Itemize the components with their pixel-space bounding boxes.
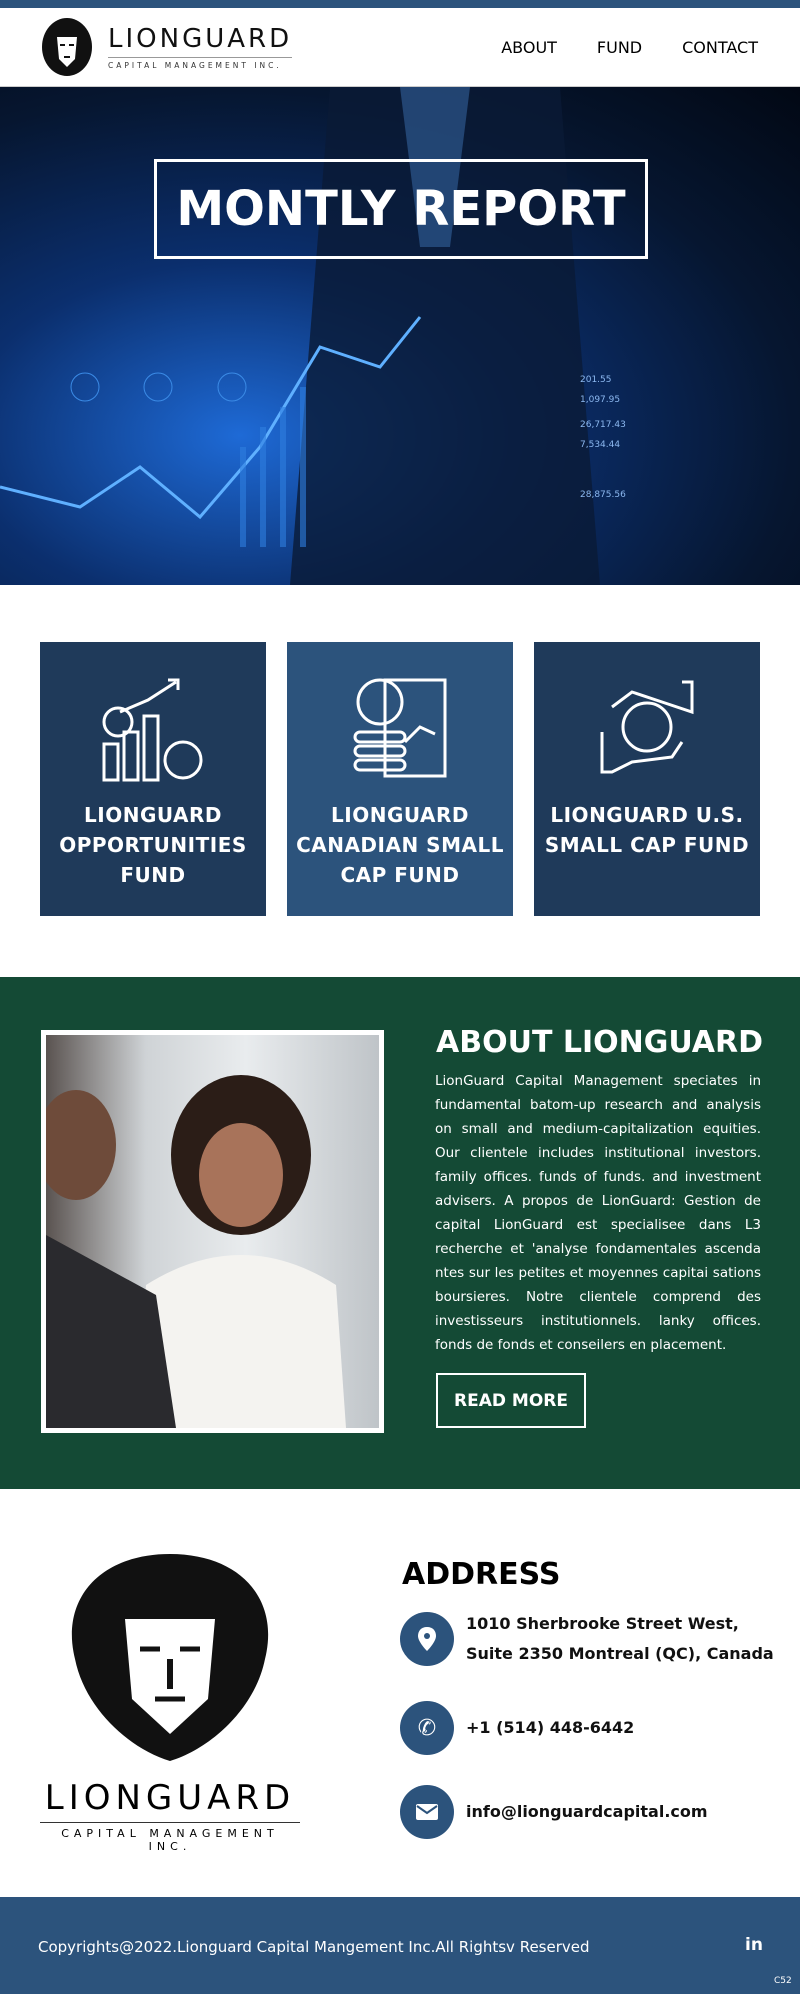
read-more-button[interactable]: READ MORE — [436, 1373, 586, 1428]
fund-card-opportunities[interactable] — [40, 642, 266, 916]
about-section — [0, 977, 800, 1489]
fund-label: LIONGUARD U.S. SMALL CAP FUND — [544, 803, 750, 857]
site-footer — [0, 1897, 800, 1994]
address-section — [0, 1489, 800, 1897]
address-title: ADDRESS — [402, 1557, 561, 1592]
contact-address — [400, 1609, 774, 1669]
svg-text:26,717.43: 26,717.43 — [580, 420, 626, 430]
hand-dollar-icon — [592, 672, 702, 782]
fund-label: LIONGUARD OPPORTUNITIES FUND — [59, 803, 247, 887]
main-nav — [501, 38, 758, 57]
hero-banner — [0, 87, 800, 585]
photo-people-image — [46, 1035, 379, 1428]
coins-report-icon — [345, 672, 455, 782]
address-street: 1010 Sherbrooke Street West, — [466, 1614, 739, 1633]
big-logo-subtitle: CAPITAL MANAGEMENT INC. — [61, 1827, 279, 1853]
nav-about[interactable]: ABOUT — [501, 37, 557, 57]
lion-logo-icon — [40, 1549, 300, 1764]
fund-cards — [0, 585, 800, 916]
map-pin-icon — [400, 1612, 454, 1666]
brand-subtitle: CAPITAL MANAGEMENT INC. — [108, 61, 282, 70]
fund-card-us[interactable] — [534, 642, 760, 916]
envelope-icon — [400, 1785, 454, 1839]
svg-text:7,534.44: 7,534.44 — [580, 440, 621, 450]
big-logo — [40, 1549, 300, 1853]
fund-card-canadian[interactable] — [287, 642, 513, 916]
version-label: C52 — [774, 1976, 792, 1986]
lion-logo-icon — [40, 17, 94, 77]
top-bar — [0, 0, 800, 8]
nav-contact[interactable]: CONTACT — [682, 37, 758, 57]
fund-label: LIONGUARD CANADIAN SMALL CAP FUND — [296, 803, 504, 887]
linkedin-icon[interactable]: in — [745, 1935, 763, 1955]
svg-text:28,875.56: 28,875.56 — [580, 490, 626, 500]
big-logo-name: LIONGUARD — [44, 1778, 296, 1818]
nav-fund[interactable]: FUND — [596, 37, 643, 57]
brand-name: LIONGUARD — [108, 24, 293, 54]
contact-email[interactable] — [400, 1785, 708, 1839]
site-header — [0, 8, 800, 87]
email-address[interactable]: info@lionguardcapital.com — [466, 1802, 708, 1821]
handshake-photo — [41, 1030, 384, 1433]
growth-chart-icon — [98, 672, 208, 782]
copyright-text: Copyrights@2022.Lionguard Capital Mangement Inc.All Rightsv Reserved — [38, 1938, 590, 1956]
contact-phone[interactable] — [400, 1701, 634, 1755]
logo[interactable] — [40, 17, 292, 77]
phone-number[interactable]: +1 (514) 448-6442 — [466, 1718, 635, 1737]
about-title: ABOUT LIONGUARD — [436, 1025, 764, 1060]
svg-text:1,097.95: 1,097.95 — [580, 395, 621, 405]
address-city: Suite 2350 Montreal (QC), Canada — [466, 1644, 774, 1663]
about-text: LionGuard Capital Management speciates in fundamental batom-up research and analysis on small and medium-capitalization equities. Our clientele includes institutional investors. family offices. funds of funds. and investment advisers. A propos de LionGuard: Gestion de capital LionGuard est specialisee dans L3 recherche et 'analyse fondamentales ascenda ntes sur les petites et moyennes capitai sations boursieres. Notre clientele comprend des investisseurs institutionnels. lanky offices. fonds de fonds et conseilers en placement. — [435, 1073, 761, 1353]
hero-title: MONTLY REPORT — [154, 159, 648, 259]
phone-icon: ✆ — [400, 1701, 454, 1755]
svg-text:201.55: 201.55 — [580, 375, 612, 385]
